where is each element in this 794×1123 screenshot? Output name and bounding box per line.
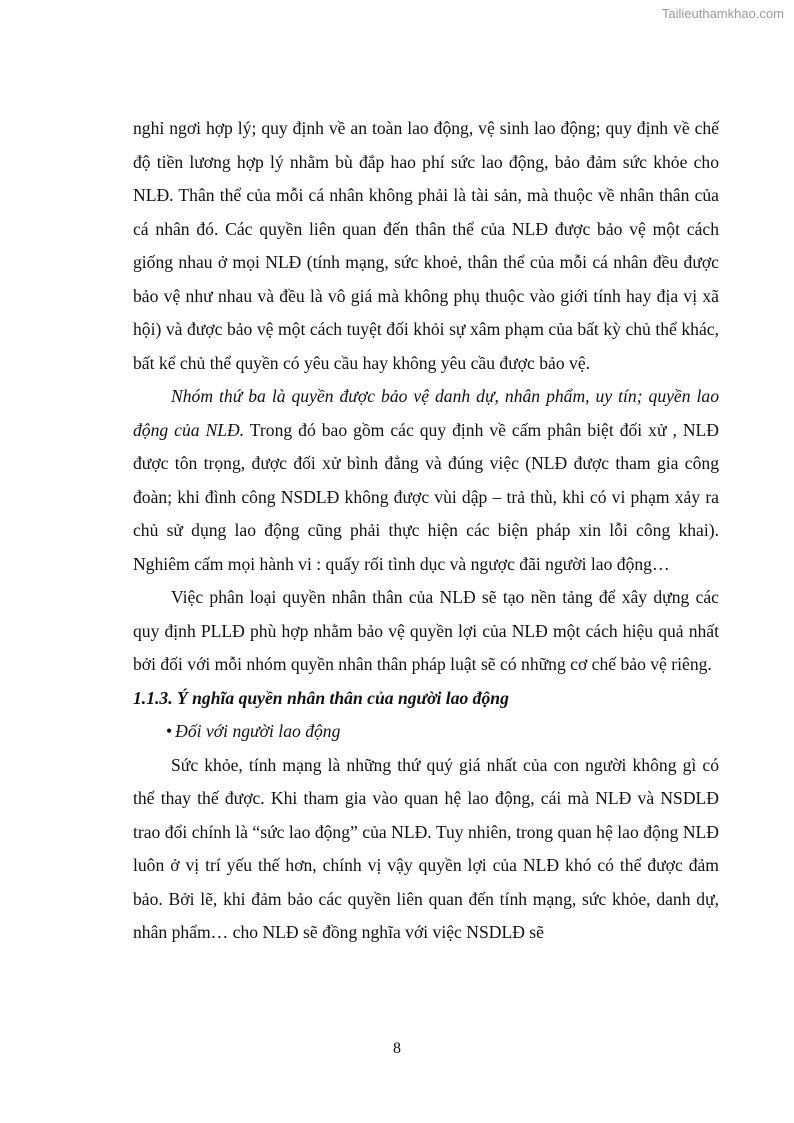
bullet-text: Đối với người lao động: [175, 721, 341, 741]
page-body: [133, 112, 719, 950]
page-number: 8: [393, 1040, 401, 1057]
paragraph-2: [133, 380, 719, 581]
bullet-item: [133, 715, 719, 749]
bullet-icon: •: [166, 721, 173, 741]
paragraph-3: Việc phân loại quyền nhân thân của NLĐ sẽ tạo nền tảng để xây dựng các quy định PLLĐ phù hợp nhằm bảo vệ quyền lợi của NLĐ một cách hiệu quả nhất bởi đối với mỗi nhóm quyền nhân thân pháp luật sẽ có những cơ chế bảo vệ riêng.: [133, 587, 719, 674]
paragraph-2-italic: Nhóm thứ ba là quyền được bảo vệ danh dự, nhân phẩm, uy tín; quyền lao động của NLĐ.: [133, 386, 719, 440]
paragraph-1: nghỉ ngơi hợp lý; quy định về an toàn lao động, vệ sinh lao động; quy định về chế độ tiền lương hợp lý nhằm bù đắp hao phí sức lao động, bảo đảm sức khỏe cho NLĐ. Thân thể của mỗi cá nhân không phải là tài sản, mà thuộc về nhân thân của cá nhân đó. Các quyền liên quan đến thân thể của NLĐ được bảo vệ một cách giống nhau ở mọi NLĐ (tính mạng, sức khoẻ, thân thể của mỗi cá nhân đều được bảo vệ như nhau và đều là vô giá mà không phụ thuộc vào giới tính hay địa vị xã hội) và được bảo vệ một cách tuyệt đối khỏi sự xâm phạm của bất kỳ chủ thể khác, bất kể chủ thể quyền có yêu cầu hay không yêu cầu được bảo vệ.: [133, 118, 719, 373]
watermark-text: Tailieuthamkhao.com: [661, 6, 784, 21]
section-heading: 1.1.3. Ý nghĩa quyền nhân thân của người lao động: [133, 687, 509, 708]
paragraph-2-text: Trong đó bao gồm các quy định về cấm phân biệt đối xử , NLĐ được tôn trọng, được đối xử bình đẳng và đúng việc (NLĐ được tham gia công đoàn; khi đình công NSDLĐ không được vùi dập – trả thù, khi có vi phạm xảy ra chủ sử dụng lao động cũng phải thực hiện các biện pháp xin lỗi công khai). Nghiêm cấm mọi hành vi : quấy rối tình dục và ngược đãi người lao động…: [133, 419, 719, 574]
paragraph-4: Sức khỏe, tính mạng là những thứ quý giá nhất của con người không gì có thể thay thế được. Khi tham gia vào quan hệ lao động, cái mà NLĐ và NSDLĐ trao đổi chính là “sức lao động” của NLĐ. Tuy nhiên, trong quan hệ lao động NLĐ luôn ở vị trí yếu thế hơn, chính vị vậy quyền lợi của NLĐ khó có thể được đảm bảo. Bởi lẽ, khi đảm bảo các quyền liên quan đến tính mạng, sức khỏe, danh dự, nhân phẩm… cho NLĐ sẽ đồng nghĩa với việc NSDLĐ sẽ: [133, 754, 719, 942]
